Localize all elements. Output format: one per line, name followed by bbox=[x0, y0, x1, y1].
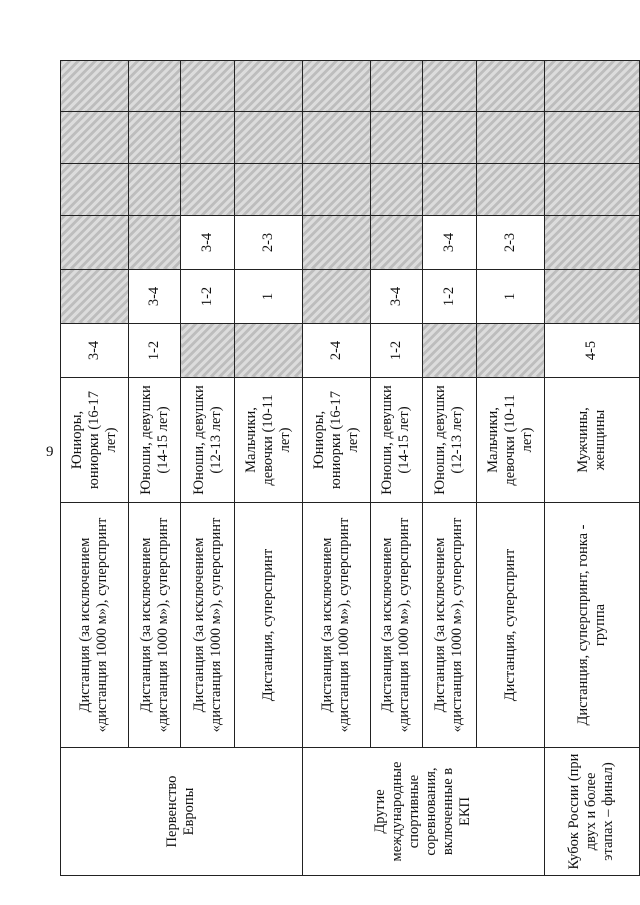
shaded-cell bbox=[234, 164, 302, 216]
discipline-cell: Дистанция (за исключением «дистанция 1000 м»), суперспринт bbox=[370, 503, 422, 748]
shaded-cell bbox=[181, 164, 235, 216]
shaded-cell bbox=[128, 216, 180, 270]
rank-cell: 3-4 bbox=[181, 216, 235, 270]
shaded-cell bbox=[128, 112, 180, 164]
shaded-cell bbox=[370, 216, 422, 270]
rank-cell: 4-5 bbox=[544, 324, 640, 378]
shaded-cell bbox=[370, 164, 422, 216]
shaded-cell bbox=[128, 164, 180, 216]
shaded-cell bbox=[422, 164, 476, 216]
shaded-cell bbox=[234, 112, 302, 164]
age-group-cell: Мальчики, девочки (10-11 лет) bbox=[234, 378, 302, 503]
shaded-cell bbox=[61, 270, 129, 324]
age-group-cell: Мальчики, девочки (10-11 лет) bbox=[476, 378, 544, 503]
age-group-cell: Мужчины, женщины bbox=[544, 378, 640, 503]
shaded-cell bbox=[476, 324, 544, 378]
shaded-cell bbox=[422, 112, 476, 164]
age-group-cell: Юноши, девушки (14-15 лет) bbox=[128, 378, 180, 503]
age-group-cell: Юноши, девушки (12-13 лет) bbox=[422, 378, 476, 503]
shaded-cell bbox=[302, 216, 370, 270]
rank-cell: 3-4 bbox=[128, 270, 180, 324]
rank-cell: 2-3 bbox=[234, 216, 302, 270]
shaded-cell bbox=[234, 61, 302, 112]
discipline-cell: Дистанция (за исключением «дистанция 1000 м»), суперспринт bbox=[181, 503, 235, 748]
shaded-cell bbox=[181, 61, 235, 112]
shaded-cell bbox=[422, 324, 476, 378]
rank-cell: 1 bbox=[476, 270, 544, 324]
shaded-cell bbox=[61, 164, 129, 216]
rank-cell: 2-3 bbox=[476, 216, 544, 270]
rank-cell: 3-4 bbox=[370, 270, 422, 324]
shaded-cell bbox=[476, 61, 544, 112]
discipline-cell: Дистанция (за исключением «дистанция 1000 м»), суперспринт bbox=[61, 503, 129, 748]
shaded-cell bbox=[544, 216, 640, 270]
shaded-cell bbox=[544, 270, 640, 324]
age-group-cell: Юниоры, юниорки (16-17 лет) bbox=[61, 378, 129, 503]
shaded-cell bbox=[544, 164, 640, 216]
rank-cell: 1-2 bbox=[422, 270, 476, 324]
competition-cell: Кубок России (при двух и более этапах – финал) bbox=[544, 748, 640, 876]
shaded-cell bbox=[128, 61, 180, 112]
shaded-cell bbox=[61, 61, 129, 112]
shaded-cell bbox=[302, 270, 370, 324]
rank-cell: 3-4 bbox=[422, 216, 476, 270]
discipline-cell: Дистанция, суперспринт bbox=[234, 503, 302, 748]
rank-cell: 1-2 bbox=[370, 324, 422, 378]
shaded-cell bbox=[544, 61, 640, 112]
discipline-cell: Дистанция (за исключением «дистанция 1000 м»), суперспринт bbox=[128, 503, 180, 748]
shaded-cell bbox=[61, 112, 129, 164]
shaded-cell bbox=[422, 61, 476, 112]
shaded-cell bbox=[181, 112, 235, 164]
competition-cell: Другие международные спортивные соревнования, включенные в ЕКП bbox=[302, 748, 544, 876]
age-group-cell: Юноши, девушки (14-15 лет) bbox=[370, 378, 422, 503]
shaded-cell bbox=[370, 112, 422, 164]
shaded-cell bbox=[302, 164, 370, 216]
shaded-cell bbox=[234, 324, 302, 378]
shaded-cell bbox=[61, 216, 129, 270]
discipline-cell: Дистанция, суперспринт, гонка - группа bbox=[544, 503, 640, 748]
discipline-cell: Дистанция (за исключением «дистанция 1000 м»), суперспринт bbox=[302, 503, 370, 748]
table-row bbox=[544, 61, 640, 876]
table-row bbox=[302, 61, 370, 876]
shaded-cell bbox=[302, 112, 370, 164]
rank-cell: 2-4 bbox=[302, 324, 370, 378]
age-group-cell: Юниоры, юниорки (16-17 лет) bbox=[302, 378, 370, 503]
discipline-cell: Дистанция, суперспринт bbox=[476, 503, 544, 748]
shaded-cell bbox=[370, 61, 422, 112]
table-row bbox=[61, 61, 129, 876]
rank-cell: 1-2 bbox=[128, 324, 180, 378]
shaded-cell bbox=[476, 112, 544, 164]
rank-cell: 1-2 bbox=[181, 270, 235, 324]
shaded-cell bbox=[544, 112, 640, 164]
shaded-cell bbox=[476, 164, 544, 216]
shaded-cell bbox=[181, 324, 235, 378]
rank-cell: 1 bbox=[234, 270, 302, 324]
discipline-cell: Дистанция (за исключением «дистанция 1000 м»), суперспринт bbox=[422, 503, 476, 748]
competition-cell: Первенство Европы bbox=[61, 748, 303, 876]
rank-cell: 3-4 bbox=[61, 324, 129, 378]
shaded-cell bbox=[302, 61, 370, 112]
page-number: 9 bbox=[46, 444, 54, 460]
age-group-cell: Юноши, девушки (12-13 лет) bbox=[181, 378, 235, 503]
rotated-table-container bbox=[60, 61, 640, 876]
ranking-table bbox=[60, 60, 640, 876]
